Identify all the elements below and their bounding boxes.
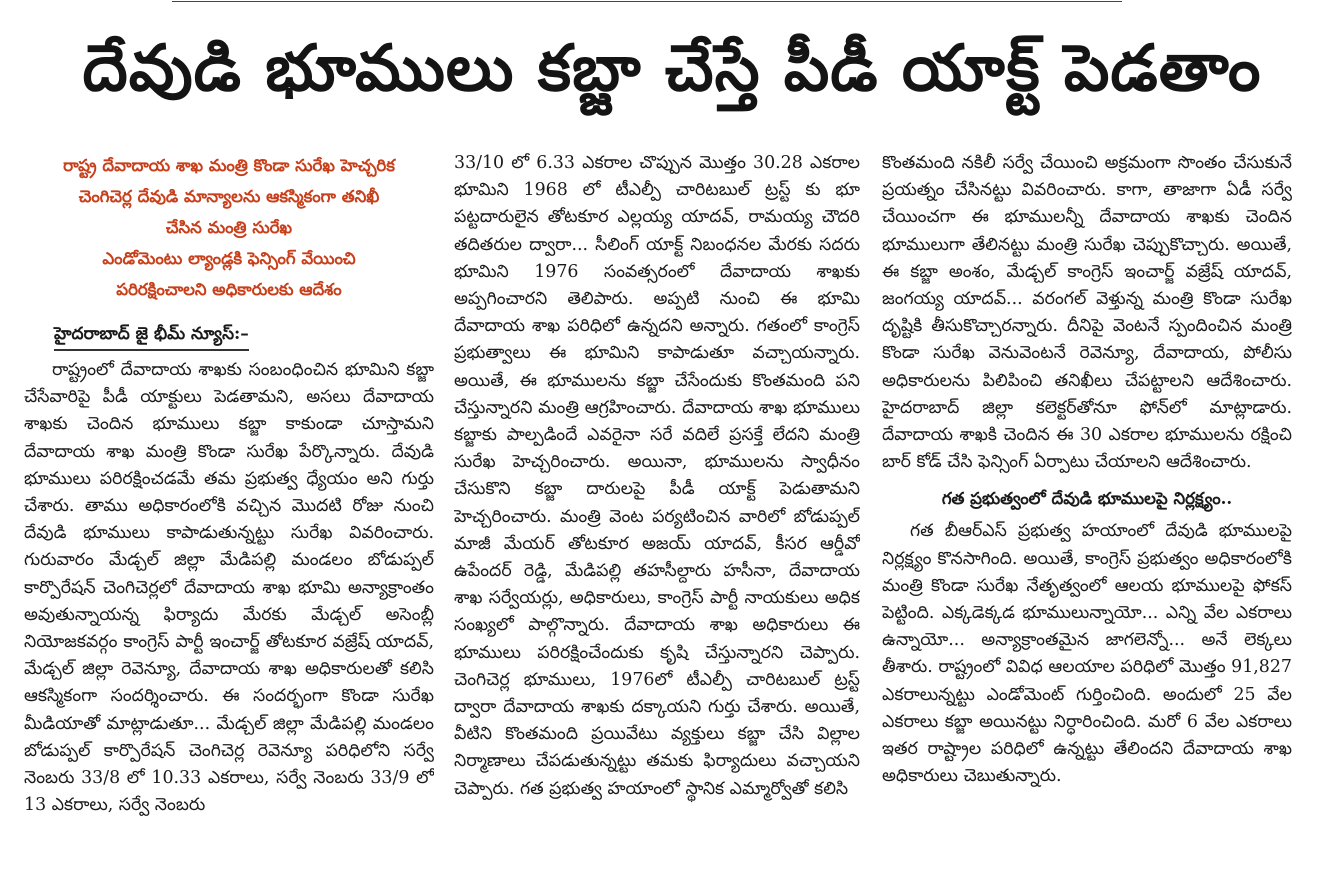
article-body-part-1: రాష్ట్రంలో దేవాదాయ శాఖకు సంబంధించిన భూమిని కబ్జా చేసేవారిపై పీడీ యాక్టులు పెడతామని, అసలు దేవాదాయ శాఖకు చెందిన భూములు కబ్జా కాకుండా చూస్తామని దేవాదాయ శాఖ మంత్రి కొండా సురేఖ పేర్కొన్నారు. దేవుడి భూములు పరిరక్షించడమే తమ ప్రభుత్వ ధ్యేయం అని గుర్తు చేశారు. తాము అధికారంలోకి వచ్చిన మొదటి రోజు నుంచి దేవుడి భూములు కాపాడుతున్నట్టు సురేఖ వివరించారు. గురువారం మేడ్చల్ జిల్లా మేడిపల్లి మండలం బోడుప్పల్ కార్పొరేషన్ చెంగిచెర్లలో దేవాదాయ శాఖ భూమి అన్యాక్రాంతం అవుతున్నాయన్న ఫిర్యాదు మేరకు మేడ్చల్ అసెంబ్లీ నియోజకవర్గం కాంగ్రెస్ పార్టీ ఇంచార్జ్ తోటకూర వజ్రేష్ యాదవ్, మేడ్చల్ జిల్లా రెవెన్యూ, దేవాదాయ శాఖ అధికారులతో కలిసి ఆకస్మికంగా సందర్శించారు. ఈ సందర్భంగా కొండా సురేఖ మీడియాతో మాట్లాడుతూ... మేడ్చల్ జిల్లా మేడిపల్లి మండలం బోడుప్పల్ కార్పొరేషన్ చెంగిచెర్ల రెవెన్యూ పరిధిలోని సర్వే నెంబరు 33/8 లో 10.33 ఎకరాలు, సర్వే నెంబరు 33/9 లో 13 ఎకరాలు, సర్వే నెంబరు bbox=[24, 360, 434, 816]
highlight-line: ఎండోమెంటు ల్యాండ్లకి ఫెన్సింగ్ వేయించి bbox=[102, 248, 356, 268]
highlight-line: చేసిన మంత్రి సురేఖ bbox=[165, 217, 293, 237]
article-body-part-3: కొంతమంది నకిలీ సర్వే చేయించి అక్రమంగా సొంతం చేసుకునే ప్రయత్నం చేసినట్టు వివరించారు. కాగా, తాజాగా ఏడీ సర్వే చేయించగా ఈ భూములన్నీ దేవాదాయ శాఖకు చెందిన భూములుగా తేలినట్టు మంత్రి సురేఖ చెప్పుకొచ్చారు. అయితే, ఈ కబ్జా అంశం, మేడ్చల్ కాంగ్రెస్ ఇంచార్జ్ వజ్రేష్ యాదవ్, జంగయ్య యాదవ్... వరంగల్ వెళ్తున్న మంత్రి కొండా సురేఖ దృష్టికి తీసుకొచ్చారన్నారు. దీనిపై వెంటనే స్పందించిన మంత్రి కొండా సురేఖ వెనువెంటనే రెవెన్యూ, దేవాదాయ, పోలీసు అధికారులను పిలిపించి తనిఖీలు చేపట్టాలని ఆదేశించారు. హైదరాబాద్ జిల్లా కలెక్టర్‌తోనూ ఫోన్‌లో మాట్లాడారు. దేవాదాయ శాఖకి చెందిన ఈ 30 ఎకరాల భూములను రక్షించి బార్ కోడ్ చేసి ఫెన్సింగ్ ఏర్పాటు చేయాలని ఆదేశించారు. bbox=[882, 153, 1292, 473]
column-1 bbox=[24, 148, 434, 890]
highlight-line: చెంగిచెర్ల దేవుడి మాన్యాలను ఆకస్మికంగా తనిఖీ bbox=[78, 186, 380, 206]
highlights-box bbox=[24, 150, 434, 305]
highlight-line: పరిరక్షించాలని అధికారులకు ఆదేశం bbox=[116, 279, 342, 299]
column-3 bbox=[882, 150, 1292, 892]
article-body-part-4: గత బీఆర్ఎస్ ప్రభుత్వ హయాంలో దేవుడి భూములపై నిర్లక్ష్యం కొనసాగింది. అయితే, కాంగ్రెస్ ప్రభుత్వం అధికారంలోకి మంత్రి కొండా సురేఖ నేతృత్వంలో ఆలయ భూములపై ఫోకస్ పెట్టింది. ఎక్కడెక్కడ భూములున్నాయో... ఎన్ని వేల ఎకరాలు ఉన్నాయో... అన్యాక్రాంతమైన జాగలెన్నో... అనే లెక్కలు తీశారు. రాష్ట్రంలో వివిధ ఆలయాల పరిధిలో మొత్తం 91,827 ఎకరాలున్నట్టు ఎండోమెంట్ గుర్తించింది. అందులో 25 వేల ఎకరాలు కబ్జా అయినట్టు నిర్ధారించింది. మరో 6 వేల ఎకరాలు ఇతర రాష్ట్రాల పరిధిలో ఉన్నట్టు తేలిందని దేవాదాయ శాఖ అధికారులు చెబుతున్నారు. bbox=[882, 521, 1292, 787]
article-body-part-2: 33/10 లో 6.33 ఎకరాల చొప్పున మొత్తం 30.28 ఎకరాల భూమిని 1968 లో టీఎల్పీ చారిటబుల్ ట్రస్ట్ కు భూ పట్టదారులైన తోటకూర ఎల్లయ్య యాదవ్, రామయ్య చౌదరి తదితరుల ద్వారా... సీలింగ్ యాక్ట్ నిబంధనల మేరకు సదరు భూమిని 1976 సంవత్సరంలో దేవాదాయ శాఖకు అప్పగించారని తెలిపారు. అప్పటి నుంచి ఈ భూమి దేవాదాయ శాఖ పరిధిలో ఉన్నదని అన్నారు. గతంలో కాంగ్రెస్ ప్రభుత్వాలు ఈ భూమిని కాపాడుతూ వచ్చాయన్నారు. అయితే, ఈ భూములను కబ్జా చేసేందుకు కొంతమంది పని చేస్తున్నారని మంత్రి ఆగ్రహించారు. దేవాదాయ శాఖ భూములు కబ్జాకు పాల్పడిందే ఎవరైనా సరే వదిలే ప్రసక్తే లేదని మంత్రి సురేఖ హెచ్చరించారు. అయినా, భూములను స్వాధీనం చేసుకొని కబ్జా దారులపై పీడీ యాక్ట్ పెడుతామని హెచ్చరించారు. మంత్రి వెంట పర్యటించిన వారిలో బోడుప్పల్ మాజీ మేయర్ తోటకూర అజయ్ యాదవ్, కీసర ఆర్డీవో ఉపేందర్ రెడ్డి, మేడిపల్లి తహసీల్దారు హసీనా, దేవాదాయ శాఖ సర్వేయర్లు, అధికారులు, కాంగ్రెస్ పార్టీ నాయకులు అధిక సంఖ్యలో పాల్గొన్నారు. దేవాదాయ శాఖ అధికారులు ఈ భూములు పరిరక్షించేందుకు కృషి చేస్తున్నారని చెప్పారు. చెంగిచెర్ల భూములు, 1976లో టీఎల్పీ చారిటబుల్ ట్రస్ట్ ద్వారా దేవాదాయ శాఖకు దక్కాయని గుర్తు చేశారు. అయితే, వీటిని కొంతమంది ప్రయివేటు వ్యక్తులు కబ్జా చేసి విల్లాల నిర్మాణాలు చేపడుతున్నట్టు తమకు ఫిర్యాదులు వచ్చాయని చెప్పారు. గత ప్రభుత్వ హయాంలో స్థానిక ఎమ్మార్వోతో కలిసి bbox=[454, 153, 860, 799]
highlight-line: రాష్ట్ర దేవాదాయ శాఖ మంత్రి కొండా సురేఖ హెచ్చరిక bbox=[63, 155, 395, 175]
top-rule bbox=[172, 1, 1122, 2]
dateline: హైదరాబాద్ జై భీమ్ న్యూస్:– bbox=[54, 319, 249, 351]
headline: దేవుడి భూములు కబ్జా చేస్తే పీడీ యాక్ట్ పెడతాం bbox=[82, 32, 1262, 106]
subheading: గత ప్రభుత్వంలో దేవుడి భూములపై నిర్లక్ష్యం.. bbox=[941, 488, 1233, 509]
column-2 bbox=[454, 150, 860, 892]
